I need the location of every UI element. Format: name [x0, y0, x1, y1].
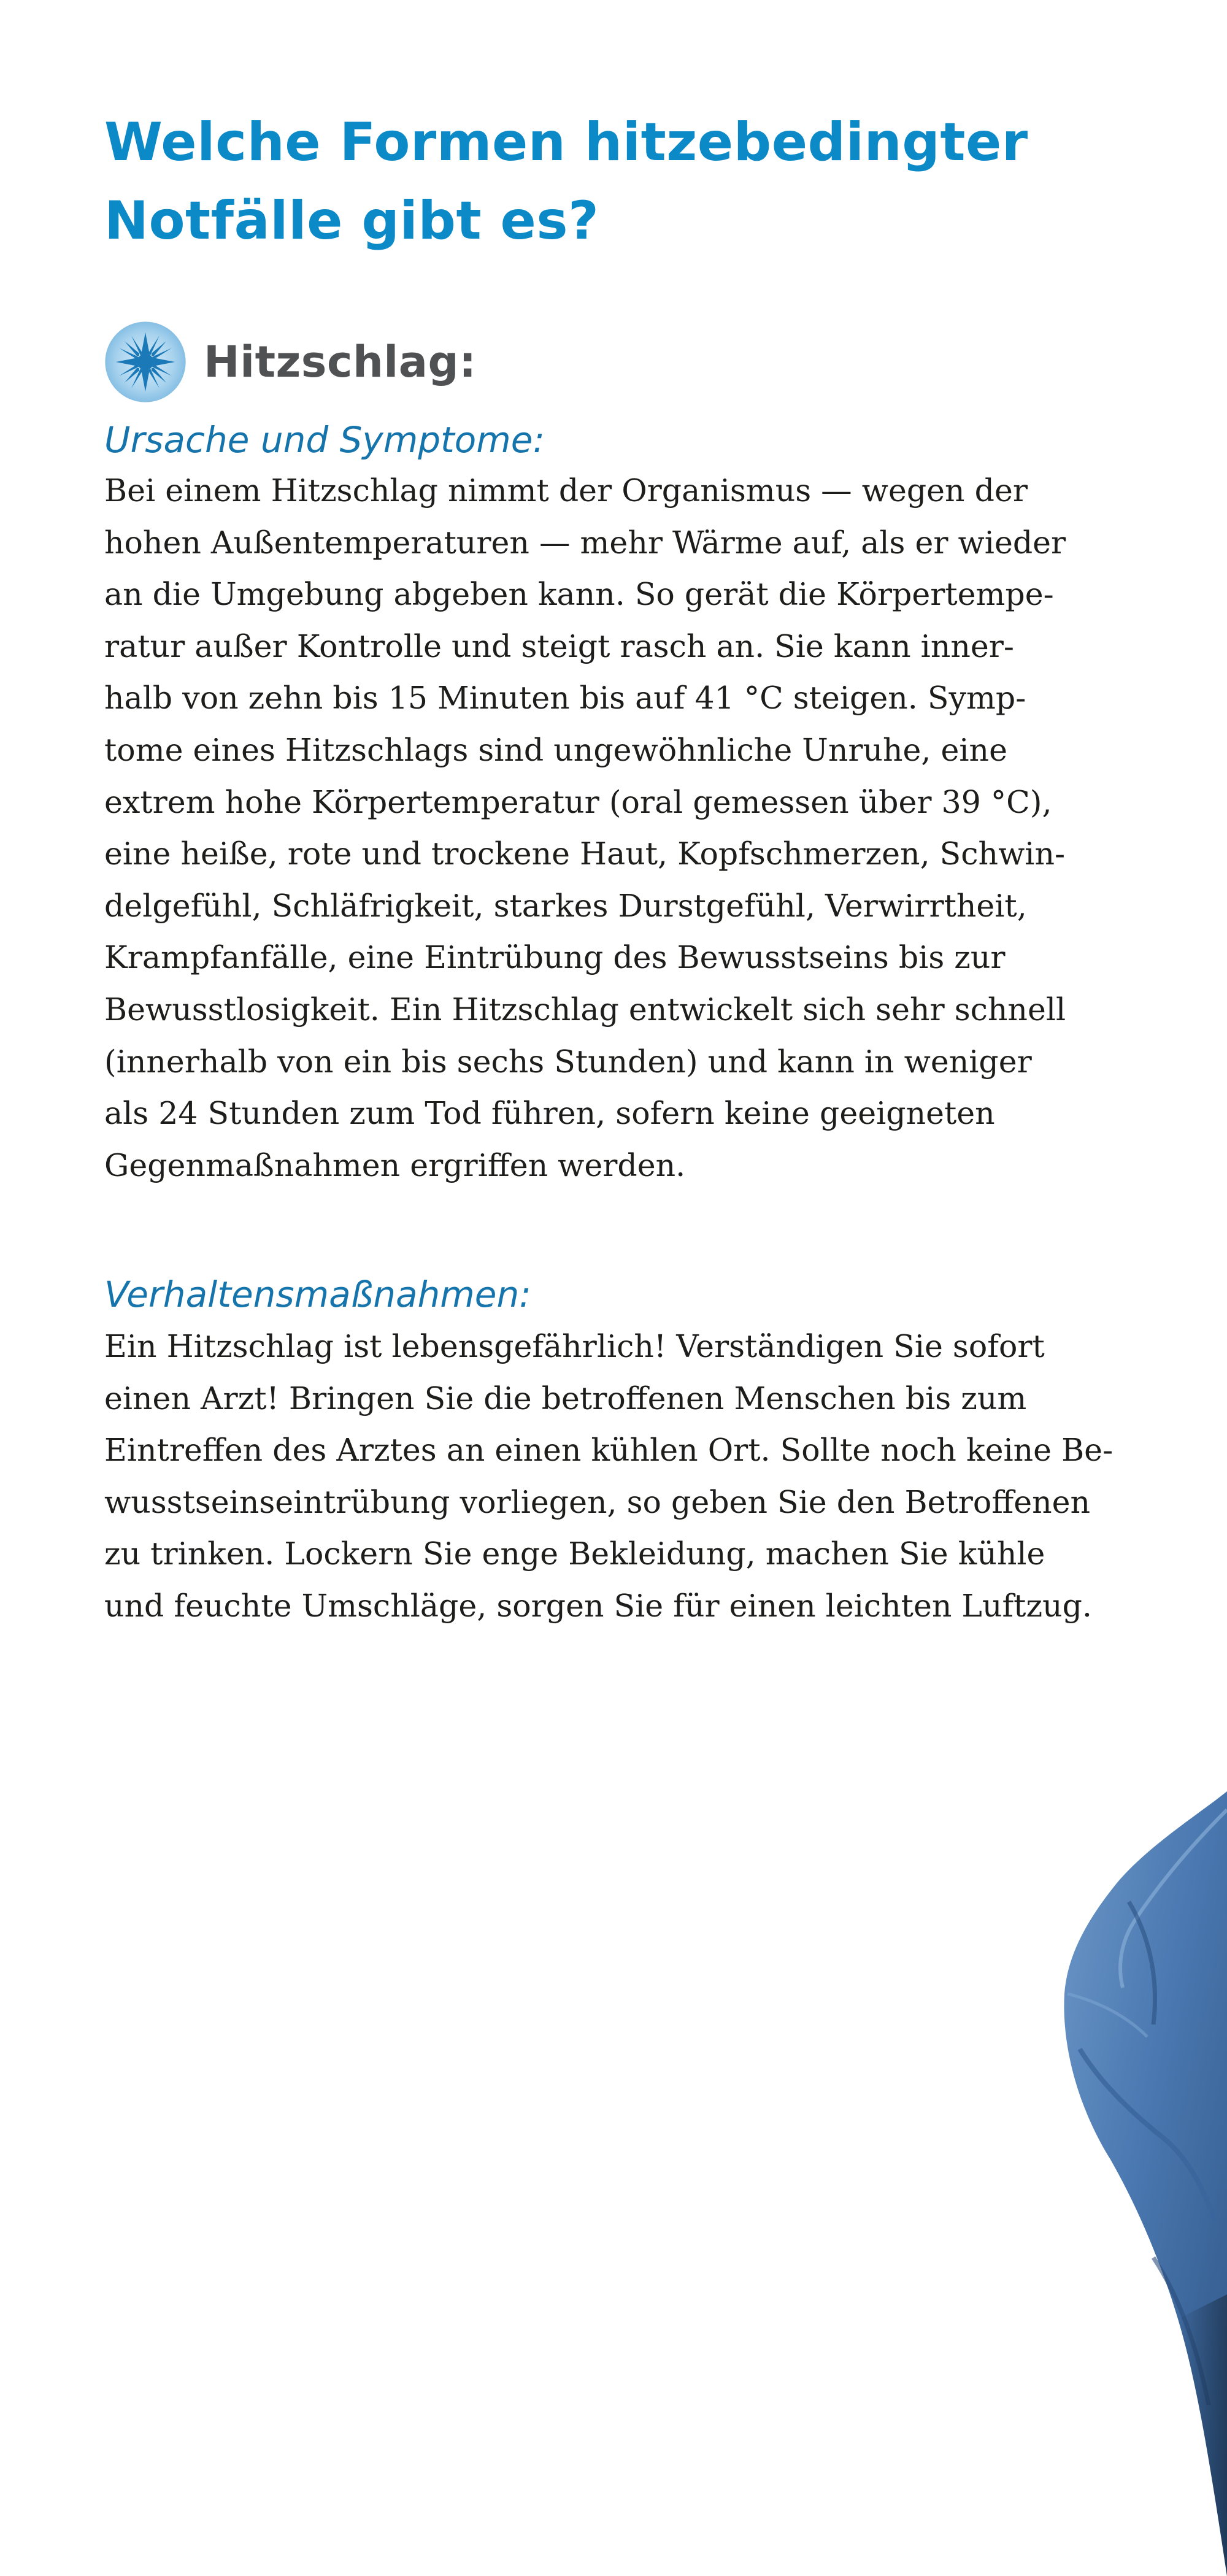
page-title-line: Welche Formen hitzebedingter	[104, 112, 1028, 173]
text-line: hohen Außentemperaturen — mehr Wärme auf, als er wieder	[104, 524, 1066, 561]
text-line: Bewusstlosigkeit. Ein Hitzschlag entwickelt sich sehr schnell	[104, 991, 1066, 1028]
section-title: Hitzschlag:	[204, 337, 477, 387]
section-header	[104, 319, 477, 405]
page-title-line: Notfälle gibt es?	[104, 190, 599, 252]
page-title	[104, 103, 1178, 260]
text-line: an die Umgebung abgeben kann. So gerät die Körpertempe-	[104, 576, 1054, 613]
text-line: halb von zehn bis 15 Minuten bis auf 41 °C steigen. Symp-	[104, 680, 1026, 717]
measures-heading: Verhaltensmaßnahmen:	[104, 1274, 531, 1315]
text-line: eine heiße, rote und trockene Haut, Kopfschmerzen, Schwin-	[104, 836, 1066, 872]
text-line: Eintreffen des Arztes an einen kühlen Ort. Sollte noch keine Be-	[104, 1432, 1114, 1469]
text-line: Gegenmaßnahmen ergriffen werden.	[104, 1147, 686, 1183]
measures-paragraph	[104, 1321, 1135, 1632]
text-line: zu trinken. Lockern Sie enge Bekleidung, machen Sie kühle	[104, 1536, 1045, 1572]
text-line: extrem hohe Körpertemperatur (oral gemessen über 39 °C),	[104, 783, 1052, 820]
text-line: einen Arzt! Bringen Sie die betroffenen Menschen bis zum	[104, 1380, 1027, 1417]
cause-paragraph	[104, 465, 1135, 1191]
text-line: und feuchte Umschläge, sorgen Sie für einen leichten Luftzug.	[104, 1587, 1092, 1624]
cause-heading: Ursache und Symptome:	[104, 419, 545, 461]
text-line: Ein Hitzschlag ist lebensgefährlich! Verständigen Sie sofort	[104, 1328, 1045, 1364]
cold-pack-image	[1055, 1791, 1227, 2576]
text-line: Krampfanfälle, eine Eintrübung des Bewusstseins bis zur	[104, 939, 1006, 976]
text-line: Bei einem Hitzschlag nimmt der Organismus — wegen der	[104, 472, 1028, 509]
text-line: als 24 Stunden zum Tod führen, sofern keine geeigneten	[104, 1095, 995, 1132]
text-line: ratur außer Kontrolle und steigt rasch an. Sie kann inner-	[104, 628, 1014, 664]
text-line: tome eines Hitzschlags sind ungewöhnliche Unruhe, eine	[104, 731, 1007, 768]
text-line: wusstseinseintrübung vorliegen, so geben Sie den Betroffenen	[104, 1483, 1091, 1520]
star-badge-icon	[104, 321, 187, 403]
text-line: delgefühl, Schläfrigkeit, starkes Durstgefühl, Verwirrtheit,	[104, 887, 1027, 924]
text-line: (innerhalb von ein bis sechs Stunden) und kann in weniger	[104, 1043, 1032, 1080]
